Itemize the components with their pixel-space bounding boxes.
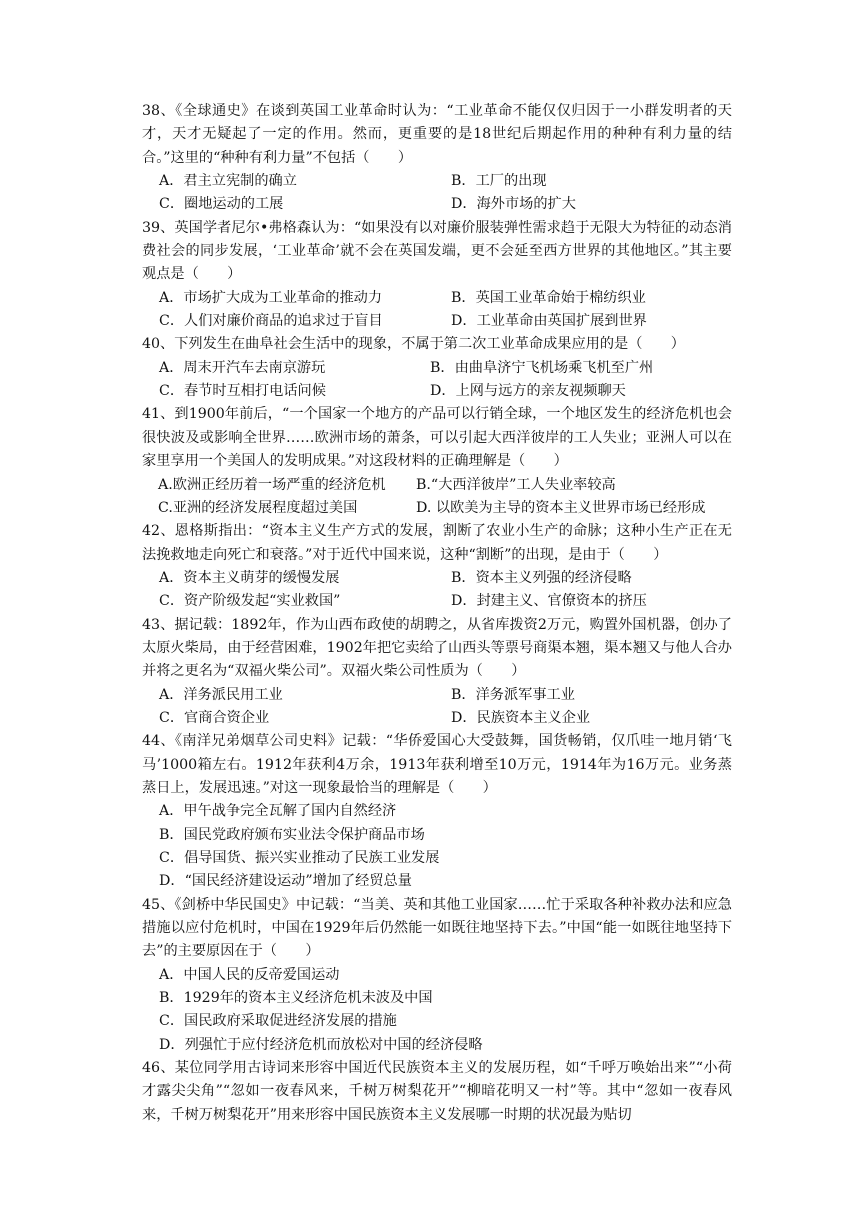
question-43-option-b[interactable]: B．洋务派军事工业 — [451, 686, 575, 703]
question-38-option-c[interactable]: C．圈地运动的工展 — [159, 196, 284, 213]
question-42-option-c[interactable]: C．资产阶级发起“实业救国” — [159, 593, 341, 610]
question-39-option-b[interactable]: B．英国工业革命始于棉纺织业 — [451, 289, 646, 306]
question-43-option-a[interactable]: A．洋务派民用工业 — [159, 686, 283, 703]
question-44-option-c[interactable]: C．倡导国货、振兴实业推动了民族工业发展 — [159, 850, 440, 866]
question-42-stem: 42、恩格斯指出：“资本主义生产方式的发展，割断了农业小生产的命脉；这种小生产正在无法挽救地走向死亡和衰落。”对于近代中国来说，这种“割断”的出现，是由于（ ） — [142, 523, 732, 563]
question-38-option-b[interactable]: B．工厂的出现 — [451, 173, 547, 190]
question-42-options — [142, 567, 732, 614]
question-42-option-d[interactable]: D．封建主义、官僚资本的挤压 — [451, 593, 647, 610]
question-43-options — [142, 684, 732, 731]
question-41-stem: 41、到1900年前后，“一个国家一个地方的产品可以行销全球，一个地区发生的经济危机也会很快波及或影响全世界……欧洲市场的萧条，可以引起大西洋彼岸的工人失业；亚洲人可以在家里享用一个美国人的发明成果。”对这段材料的正确理解是（ ） — [142, 406, 732, 470]
question-41-option-c[interactable]: C.亚洲的经济发展程度超过美国 — [158, 499, 358, 516]
question-40-option-c[interactable]: C．春节时互相打电话问候 — [159, 383, 326, 400]
question-41-option-b[interactable]: B.“大西洋彼岸”工人失业率较高 — [416, 476, 616, 493]
question-41-options — [142, 474, 732, 521]
question-38-option-d[interactable]: D．海外市场的扩大 — [451, 196, 576, 213]
question-44-options — [142, 800, 732, 893]
question-45-option-b[interactable]: B．1929年的资本主义经济危机未波及中国 — [159, 990, 433, 1007]
question-42-option-a[interactable]: A．资本主义萌芽的缓慢发展 — [159, 569, 340, 586]
question-40-option-a[interactable]: A．周末开汽车去南京游玩 — [159, 359, 326, 376]
exam-page — [142, 100, 732, 1127]
question-40-option-d[interactable]: D．上网与远方的亲友视频聊天 — [430, 383, 626, 400]
question-39-option-c[interactable]: C．人们对廉价商品的追求过于盲目 — [159, 313, 383, 330]
question-44-stem: 44、《南洋兄弟烟草公司史料》记载：“华侨爱国心大受鼓舞，国货畅销，仅爪哇一地月销‘飞马’1000箱左右。1912年获利4万余，1913年获利增至10万元，1914年为16万元。业务蒸蒸日上，发展迅速。”对这一现象最恰当的理解是（ ） — [142, 733, 732, 796]
question-38-stem: 38、《全球通史》在谈到英国工业革命时认为：“工业革命不能仅仅归因于一小群发明者的天才，天才无疑起了一定的作用。然而，更重要的是18世纪后期起作用的种种有利力量的结合。”这里的“种种有利力量”不包括（ ） — [142, 103, 732, 166]
question-44-option-b[interactable]: B．国民党政府颁布实业法令保护商品市场 — [159, 826, 425, 843]
question-43-stem: 43、据记载：1892年，作为山西布政使的胡聘之，从省库拨资2万元，购置外国机器，创办了太原火柴局，由于经营困难，1902年把它卖给了山西头等票号商渠本翘，渠本翘又与他人合办并将之更名为“双福火柴公司”。双福火柴公司性质为（ ） — [142, 616, 732, 680]
question-45-option-d[interactable]: D．列强忙于应付经济危机而放松对中国的经济侵略 — [159, 1036, 483, 1053]
question-40-options — [142, 357, 732, 404]
question-42-option-b[interactable]: B．资本主义列强的经济侵略 — [451, 569, 632, 586]
question-44-option-d[interactable]: D．“国民经济建设运动”增加了经贸总量 — [159, 873, 412, 890]
question-45-option-a[interactable]: A．中国人民的反帝爱国运动 — [159, 966, 340, 983]
question-45-option-c[interactable]: C．国民政府采取促进经济发展的措施 — [159, 1013, 397, 1030]
question-38-options — [142, 170, 732, 217]
question-43-option-c[interactable]: C．官商合资企业 — [159, 709, 270, 726]
question-39-option-d[interactable]: D．工业革命由英国扩展到世界 — [451, 313, 647, 330]
question-40-stem: 40、下列发生在曲阜社会生活中的现象，不属于第二次工业革命成果应用的是（ ） — [142, 336, 685, 353]
question-46-stem: 46、某位同学用古诗词来形容中国近代民族资本主义的发展历程，如“千呼万唤始出来”“小荷才露尖尖角”“忽如一夜春风来，千树万树梨花开”“柳暗花明又一村”等。其中“忽如一夜春风来，千树万树梨花开”用来形容中国民族资本主义发展哪一时期的状况最为贴切 — [142, 1060, 732, 1123]
question-39-stem: 39、英国学者尼尔•弗格森认为：“如果没有以对廉价服装弹性需求趋于无限大为特征的动态消费社会的同步发展，‘工业革命’就不会在英国发端，更不会延至西方世界的其他地区。”其主要观点是（ ） — [142, 219, 732, 283]
question-40-option-b[interactable]: B．由曲阜济宁飞机场乘飞机至广州 — [430, 359, 654, 376]
question-45-stem: 45、《剑桥中华民国史》中记载：“当美、英和其他工业国家……忙于采取各种补救办法和应急措施以应付危机时，中国在1929年后仍然能一如既往地坚持下去。”中国“能一如既往地坚持下去”的主要原因在于（ ） — [142, 896, 732, 960]
question-44-option-a[interactable]: A．甲午战争完全瓦解了国内自然经济 — [159, 803, 397, 820]
question-39-options — [142, 287, 732, 334]
question-39-option-a[interactable]: A．市场扩大成为工业革命的推动力 — [159, 289, 383, 306]
question-38-option-a[interactable]: A．君主立宪制的确立 — [159, 173, 297, 190]
question-45-options — [142, 964, 732, 1057]
question-43-option-d[interactable]: D．民族资本主义企业 — [451, 709, 591, 726]
question-41-option-d[interactable]: D. 以欧美为主导的资本主义世界市场已经形成 — [416, 499, 706, 516]
question-41-option-a[interactable]: A.欧洲正经历着一场严重的经济危机 — [158, 476, 386, 493]
